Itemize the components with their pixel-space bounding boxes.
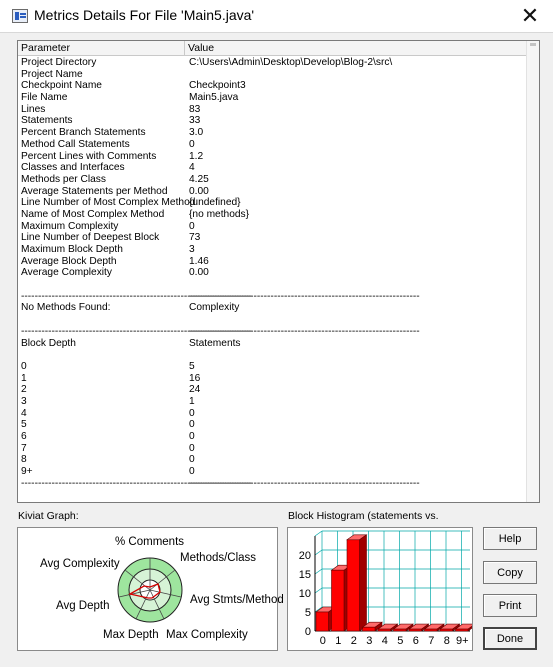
histogram-bar [394, 629, 407, 631]
parameter-cell: Percent Lines with Comments [21, 150, 157, 162]
value-cell: 0.00 [189, 267, 209, 279]
value-cell: 5 [189, 360, 195, 372]
table-row[interactable] [18, 349, 526, 361]
y-tick-label: 10 [298, 588, 311, 600]
x-tick-label: 6 [412, 635, 419, 647]
value-cell: -------------------------------------------------------------------- [189, 290, 420, 302]
histogram-bar [425, 629, 438, 631]
parameter-cell: -------------------------------------------------------------------- [21, 290, 252, 302]
parameter-cell: Project Directory [21, 57, 97, 68]
column-header-value[interactable]: Value [188, 42, 215, 54]
histogram-bar [363, 627, 376, 631]
parameter-cell: Average Complexity [21, 267, 112, 279]
value-cell: C:\Users\Admin\Desktop\Develop\Blog-2\src\ [189, 57, 393, 68]
table-row[interactable] [18, 302, 526, 314]
x-tick-label: 5 [397, 635, 404, 647]
table-row[interactable] [18, 478, 526, 490]
table-row[interactable] [18, 454, 526, 466]
parameter-cell: 9+ [21, 466, 33, 478]
table-row[interactable] [18, 326, 526, 338]
close-icon[interactable]: ✕ [520, 3, 540, 29]
table-row[interactable] [18, 291, 526, 303]
parameter-cell: Name of Most Complex Method [21, 208, 165, 220]
help-button[interactable]: Help [483, 527, 537, 550]
value-cell: 0 [189, 419, 195, 431]
table-body [18, 57, 526, 489]
value-cell: 0.00 [189, 185, 209, 197]
histogram-bar [332, 570, 345, 631]
x-tick-label: 2 [350, 635, 357, 647]
kiviat-heading: Kiviat Graph: [18, 510, 79, 522]
kiviat-label-methods-class: Methods/Class [180, 552, 257, 564]
value-cell: 0 [189, 220, 195, 232]
parameter-cell: 1 [21, 372, 27, 384]
parameter-cell: 8 [21, 454, 27, 466]
grid-line-depth [315, 569, 322, 574]
histogram-bar-side [360, 535, 367, 631]
table-row[interactable] [18, 104, 526, 116]
print-button[interactable]: Print [483, 594, 537, 617]
y-tick-label: 15 [298, 569, 311, 581]
parameter-cell: Line Number of Deepest Block [21, 232, 160, 244]
value-cell: 0 [189, 138, 195, 150]
table-row[interactable] [18, 244, 526, 256]
parameter-cell: Percent Branch Statements [21, 127, 146, 139]
parameter-cell: Method Call Statements [21, 138, 130, 150]
parameter-cell: Project Name [21, 68, 83, 80]
parameter-cell: Line Number of Most Complex Method [21, 197, 196, 209]
value-cell: 4 [189, 162, 195, 174]
table-row[interactable] [18, 314, 526, 326]
table-row[interactable] [18, 267, 526, 279]
grid-line-depth [315, 550, 322, 555]
table-row[interactable] [18, 338, 526, 350]
parameter-cell: Classes and Interfaces [21, 162, 125, 174]
value-cell: 0 [189, 407, 195, 419]
table-row[interactable] [18, 419, 526, 431]
value-cell: 1.2 [189, 150, 204, 162]
value-cell: Checkpoint3 [189, 80, 246, 92]
kiviat-graph [17, 527, 284, 651]
histogram-bar [409, 629, 422, 631]
parameter-cell: 2 [21, 384, 27, 396]
histogram-bar [440, 629, 453, 631]
x-tick-label: 0 [319, 635, 326, 647]
column-header-parameter[interactable]: Parameter [18, 41, 185, 55]
x-tick-label: 8 [443, 635, 450, 647]
parameter-cell: File Name [21, 92, 68, 104]
kiviat-label-comments: % Comments [115, 536, 185, 548]
table-row[interactable] [18, 279, 526, 291]
table-row[interactable] [18, 221, 526, 233]
table-row[interactable] [18, 443, 526, 455]
table-row[interactable] [18, 232, 526, 244]
histogram-bar [456, 629, 469, 631]
table-row[interactable] [18, 256, 526, 268]
block-histogram [287, 527, 473, 651]
parameter-cell: 3 [21, 395, 27, 407]
parameter-cell: -------------------------------------------------------------------- [21, 477, 252, 489]
value-cell: {undefined} [189, 197, 241, 209]
value-cell: 16 [189, 372, 201, 384]
parameter-cell: 7 [21, 442, 27, 454]
parameter-cell: Average Block Depth [21, 255, 117, 267]
table-row[interactable] [18, 396, 526, 408]
value-cell: 0 [189, 431, 195, 442]
value-cell: 1 [189, 395, 195, 407]
value-cell: Main5.java [189, 92, 239, 104]
value-cell: 83 [189, 103, 201, 115]
app-icon [12, 9, 28, 23]
x-tick-label: 4 [381, 635, 388, 647]
table-row[interactable] [18, 139, 526, 151]
parameter-cell: Checkpoint Name [21, 80, 102, 92]
value-cell: 1.46 [189, 255, 209, 267]
value-cell: Statements [189, 337, 241, 349]
parameter-cell: 5 [21, 419, 27, 431]
parameter-cell: Methods per Class [21, 173, 106, 185]
value-cell: 3 [189, 244, 195, 255]
done-button[interactable]: Done [483, 627, 537, 650]
x-tick-label: 9+ [455, 635, 469, 647]
vertical-scrollbar[interactable] [526, 41, 539, 502]
x-tick-label: 3 [366, 635, 373, 647]
parameter-cell: Block Depth [21, 337, 76, 349]
parameter-cell: 6 [21, 431, 27, 442]
histogram-bar [378, 629, 391, 631]
kiviat-label-max-depth: Max Depth [103, 629, 159, 641]
table-row[interactable] [18, 186, 526, 198]
histogram-heading: Block Histogram (statements vs. [288, 510, 439, 522]
table-row[interactable] [18, 361, 526, 373]
value-cell: Complexity [189, 302, 240, 314]
parameter-cell: Maximum Complexity [21, 220, 119, 232]
table-row[interactable] [18, 92, 526, 104]
grid-line-depth [315, 588, 322, 593]
copy-button[interactable]: Copy [483, 561, 537, 584]
value-cell: -------------------------------------------------------------------- [189, 477, 420, 489]
kiviat-label-avg-depth: Avg Depth [56, 600, 110, 612]
parameter-cell: No Methods Found: [21, 302, 111, 314]
value-cell: 0 [189, 466, 195, 478]
kiviat-label-avg-complexity: Avg Complexity [40, 558, 120, 570]
table-row[interactable] [18, 466, 526, 478]
table-row[interactable] [18, 174, 526, 186]
parameter-cell: Statements [21, 115, 73, 127]
table-row[interactable] [18, 162, 526, 174]
value-cell: 73 [189, 232, 201, 244]
kiviat-label-avg-stmts: Avg Stmts/Method [190, 594, 284, 606]
y-tick-label: 0 [304, 626, 311, 638]
x-tick-label: 1 [335, 635, 342, 647]
value-cell: 24 [189, 384, 201, 396]
table-row[interactable] [18, 197, 526, 209]
value-cell: 4.25 [189, 173, 209, 185]
metrics-table [17, 40, 540, 503]
table-row[interactable] [18, 209, 526, 221]
table-row[interactable] [18, 115, 526, 127]
value-cell: 3.0 [189, 127, 204, 139]
y-tick-label: 20 [298, 550, 311, 562]
parameter-cell: Lines [21, 103, 46, 115]
title-bar [0, 0, 553, 33]
value-cell: 0 [189, 442, 195, 454]
table-header [18, 41, 526, 56]
table-row[interactable] [18, 408, 526, 420]
parameter-cell: -------------------------------------------------------------------- [21, 325, 252, 337]
table-row[interactable] [18, 69, 526, 81]
histogram-bar [347, 540, 360, 631]
parameter-cell: 4 [21, 407, 27, 419]
y-tick-label: 5 [304, 607, 311, 619]
histogram-bar [316, 612, 329, 631]
table-row[interactable] [18, 431, 526, 443]
value-cell: 0 [189, 454, 195, 466]
table-row[interactable] [18, 384, 526, 396]
parameter-cell: Maximum Block Depth [21, 244, 123, 255]
parameter-cell: Average Statements per Method [21, 185, 168, 197]
table-row[interactable] [18, 373, 526, 385]
kiviat-label-max-complexity: Max Complexity [166, 629, 248, 641]
value-cell: {no methods} [189, 208, 250, 220]
table-row[interactable] [18, 151, 526, 163]
histogram-svg [288, 528, 472, 650]
window-title: Metrics Details For File 'Main5.java' [34, 7, 255, 23]
value-cell: 33 [189, 115, 201, 127]
table-row[interactable] [18, 127, 526, 139]
scroll-up-arrow-icon[interactable] [530, 43, 536, 46]
table-row[interactable] [18, 57, 526, 69]
table-row[interactable] [18, 80, 526, 92]
x-tick-label: 7 [428, 635, 435, 647]
grid-line-depth [315, 531, 322, 536]
value-cell: -------------------------------------------------------------------- [189, 325, 420, 337]
parameter-cell: 0 [21, 360, 27, 372]
